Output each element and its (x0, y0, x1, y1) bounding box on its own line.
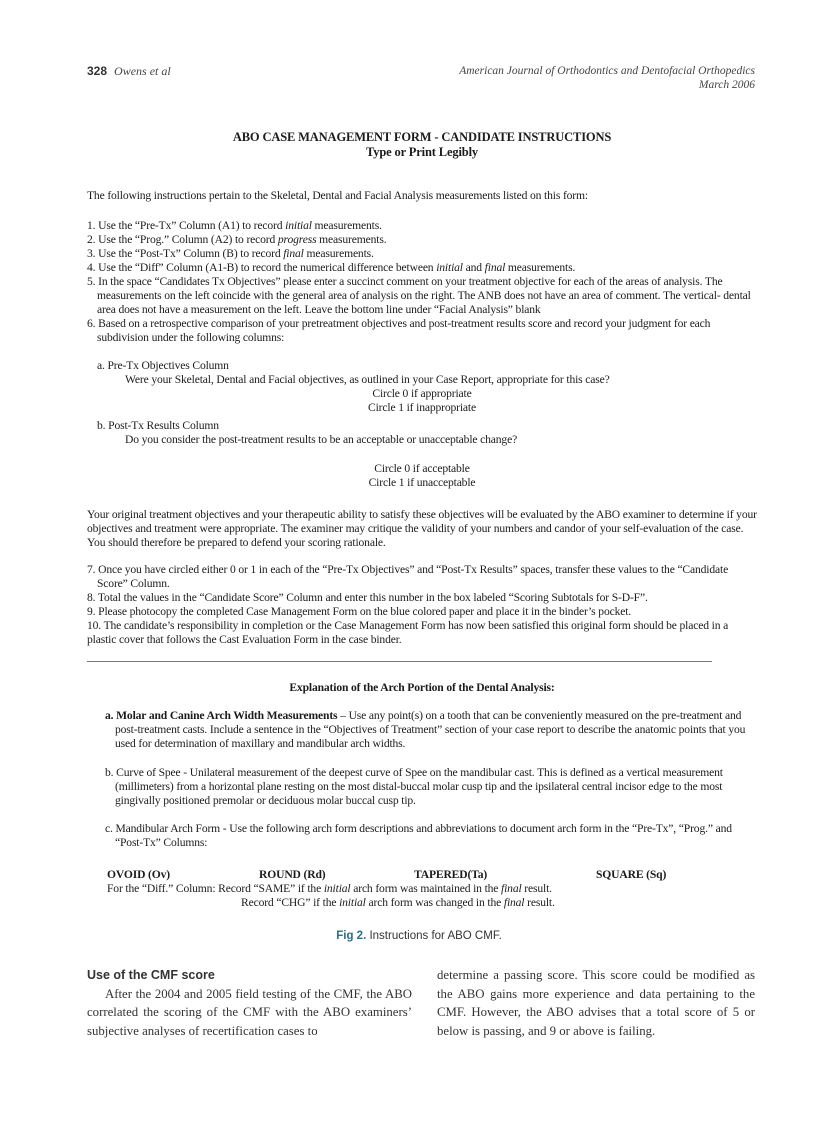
subsection-a (87, 359, 757, 415)
section-title: Use of the CMF score (87, 968, 215, 982)
instruction-8: 8. Total the values in the “Candidate Score” Column and enter this number in the box labeled “Scoring Subtotals for S-D-F”. (87, 591, 648, 604)
circle-1-unacceptable: Circle 1 if unacceptable (368, 476, 476, 489)
diff-chg-rule: Record “CHG” if the initial arch form was changed in the final result. (241, 896, 555, 909)
instruction-7: 7. Once you have circled either 0 or 1 in each of the “Pre-Tx Objectives” and “Post-Tx Results” spaces, transfer these values to the “Candidate Score” Column. (87, 563, 729, 590)
running-header-left (87, 64, 171, 79)
arch-item-c: c. Mandibular Arch Form - Use the following arch form descriptions and abbreviations to document arch form in the “Pre-Tx”, “Prog.” and “Post-Tx” Columns: (105, 822, 732, 849)
instruction-6: 6. Based on a retrospective comparison of your pretreatment objectives and post-treatment results score and record your judgment for each subdivision under the following columns: (87, 317, 711, 344)
authors: Owens et al (114, 64, 171, 78)
arch-form-square: SQUARE (Sq) (596, 868, 667, 881)
body-column-left (87, 966, 412, 1040)
instruction-list-continued (87, 563, 757, 647)
circle-1-inappropriate: Circle 1 if inappropriate (368, 401, 476, 414)
figure-caption-text: Instructions for ABO CMF. (369, 930, 502, 942)
running-header-right (459, 64, 755, 92)
diff-same-rule: For the “Diff.” Column: Record “SAME” if the initial arch form was maintained in the final result. (107, 882, 552, 895)
subsection-b-question: Do you consider the post-treatment results to be an acceptable or unacceptable change? (125, 433, 518, 446)
issue-date: March 2006 (698, 79, 755, 91)
form-title-block (87, 130, 757, 160)
arch-form-round: ROUND (Rd) (259, 868, 326, 881)
subsection-b-label: b. Post-Tx Results Column (97, 419, 219, 432)
subsection-a-question: Were your Skeletal, Dental and Facial objectives, as outlined in your Case Report, appropriate for this case? (125, 373, 610, 386)
figure-label: Fig 2. (336, 930, 367, 942)
body-column-right (437, 966, 755, 1040)
divider (87, 661, 712, 662)
arch-form-ovoid: OVOID (Ov) (107, 868, 170, 881)
arch-form-tapered: TAPERED(Ta) (414, 868, 488, 881)
instruction-5: 5. In the space “Candidates Tx Objectives” please enter a succinct comment on your treatment objective for each of the areas of analysis. The measurements on the left coincide with the general area of analysis on the right. The ANB does not have an area of comment. The vertical- dental area does not have a measurement on the left. Leave the bottom line under “Facial Analysis” blank (87, 275, 751, 316)
page-number: 328 (87, 64, 108, 78)
instruction-3: 3. Use the “Post-Tx” Column (B) to record final measurements. (87, 247, 374, 260)
arch-heading: Explanation of the Arch Portion of the Dental Analysis: (289, 681, 555, 694)
journal-name: American Journal of Orthodontics and Dentofacial Orthopedics (459, 65, 755, 77)
arch-section (87, 709, 757, 910)
instruction-4: 4. Use the “Diff” Column (A1-B) to record the numerical difference between initial and final measurements. (87, 261, 576, 274)
arch-item-b: b. Curve of Spee - Unilateral measurement of the deepest curve of Spee on the mandibular cast. This is defined as a vertical measurement (millimeters) from a horizontal plane resting on the most distal-buccal molar cusp tip and the ipsilateral central incisor edge to the most gingivally positioned premolar or deciduous molar buccal cusp tip. (105, 766, 723, 807)
evaluation-paragraph: Your original treatment objectives and your therapeutic ability to satisfy these objectives will be evaluated by the ABO examiner to determine if your objectives and treatment were appropriate. The examiner may critique the validity of your numbers and candor of your self-evaluation of the case. You should therefore be prepared to defend your scoring rationale. (87, 508, 757, 549)
instruction-1: 1. Use the “Pre-Tx” Column (A1) to record initial measurements. (87, 219, 382, 232)
body-paragraph-right: determine a passing score. This score could be modified as the ABO gains more experience and data pertaining to the CMF. However, the ABO advises that a total score of 5 or below is passing, and 9 or above is failing. (437, 968, 755, 1038)
instruction-list (87, 219, 757, 345)
instructions-intro: The following instructions pertain to the Skeletal, Dental and Facial Analysis measurements listed on this form: (87, 189, 588, 202)
arch-item-a: a. Molar and Canine Arch Width Measurements – Use any point(s) on a tooth that can be conveniently measured on the pre-treatment and post-treatment casts. Include a sentence in the “Objectives of Treatment” section of your case report to describe the anatomic points that you used for determination of maxillary and mandibular arch widths. (105, 709, 746, 750)
body-paragraph-left: After the 2004 and 2005 field testing of the CMF, the ABO correlated the scoring of the CMF with the ABO examiners’ subjective analyses of recertification cases to (87, 986, 412, 1038)
instruction-9: 9. Please photocopy the completed Case Management Form on the blue colored paper and place it in the binder’s pocket. (87, 605, 632, 618)
form-subtitle: Type or Print Legibly (365, 145, 478, 159)
circle-0-acceptable: Circle 0 if acceptable (374, 462, 470, 475)
arch-form-list (105, 868, 757, 882)
form-title: ABO CASE MANAGEMENT FORM - CANDIDATE INSTRUCTIONS (232, 130, 612, 144)
instruction-2: 2. Use the “Prog.” Column (A2) to record progress measurements. (87, 233, 387, 246)
subsection-a-label: a. Pre-Tx Objectives Column (97, 359, 229, 372)
figure-caption (0, 930, 838, 942)
circle-0-appropriate: Circle 0 if appropriate (372, 387, 472, 400)
instruction-10: 10. The candidate’s responsibility in completion or the Case Management Form has now been satisfied this original form should be placed in a plastic cover that follows the Cast Evaluation Form in the case binder. (87, 619, 729, 646)
subsection-b (87, 419, 757, 490)
